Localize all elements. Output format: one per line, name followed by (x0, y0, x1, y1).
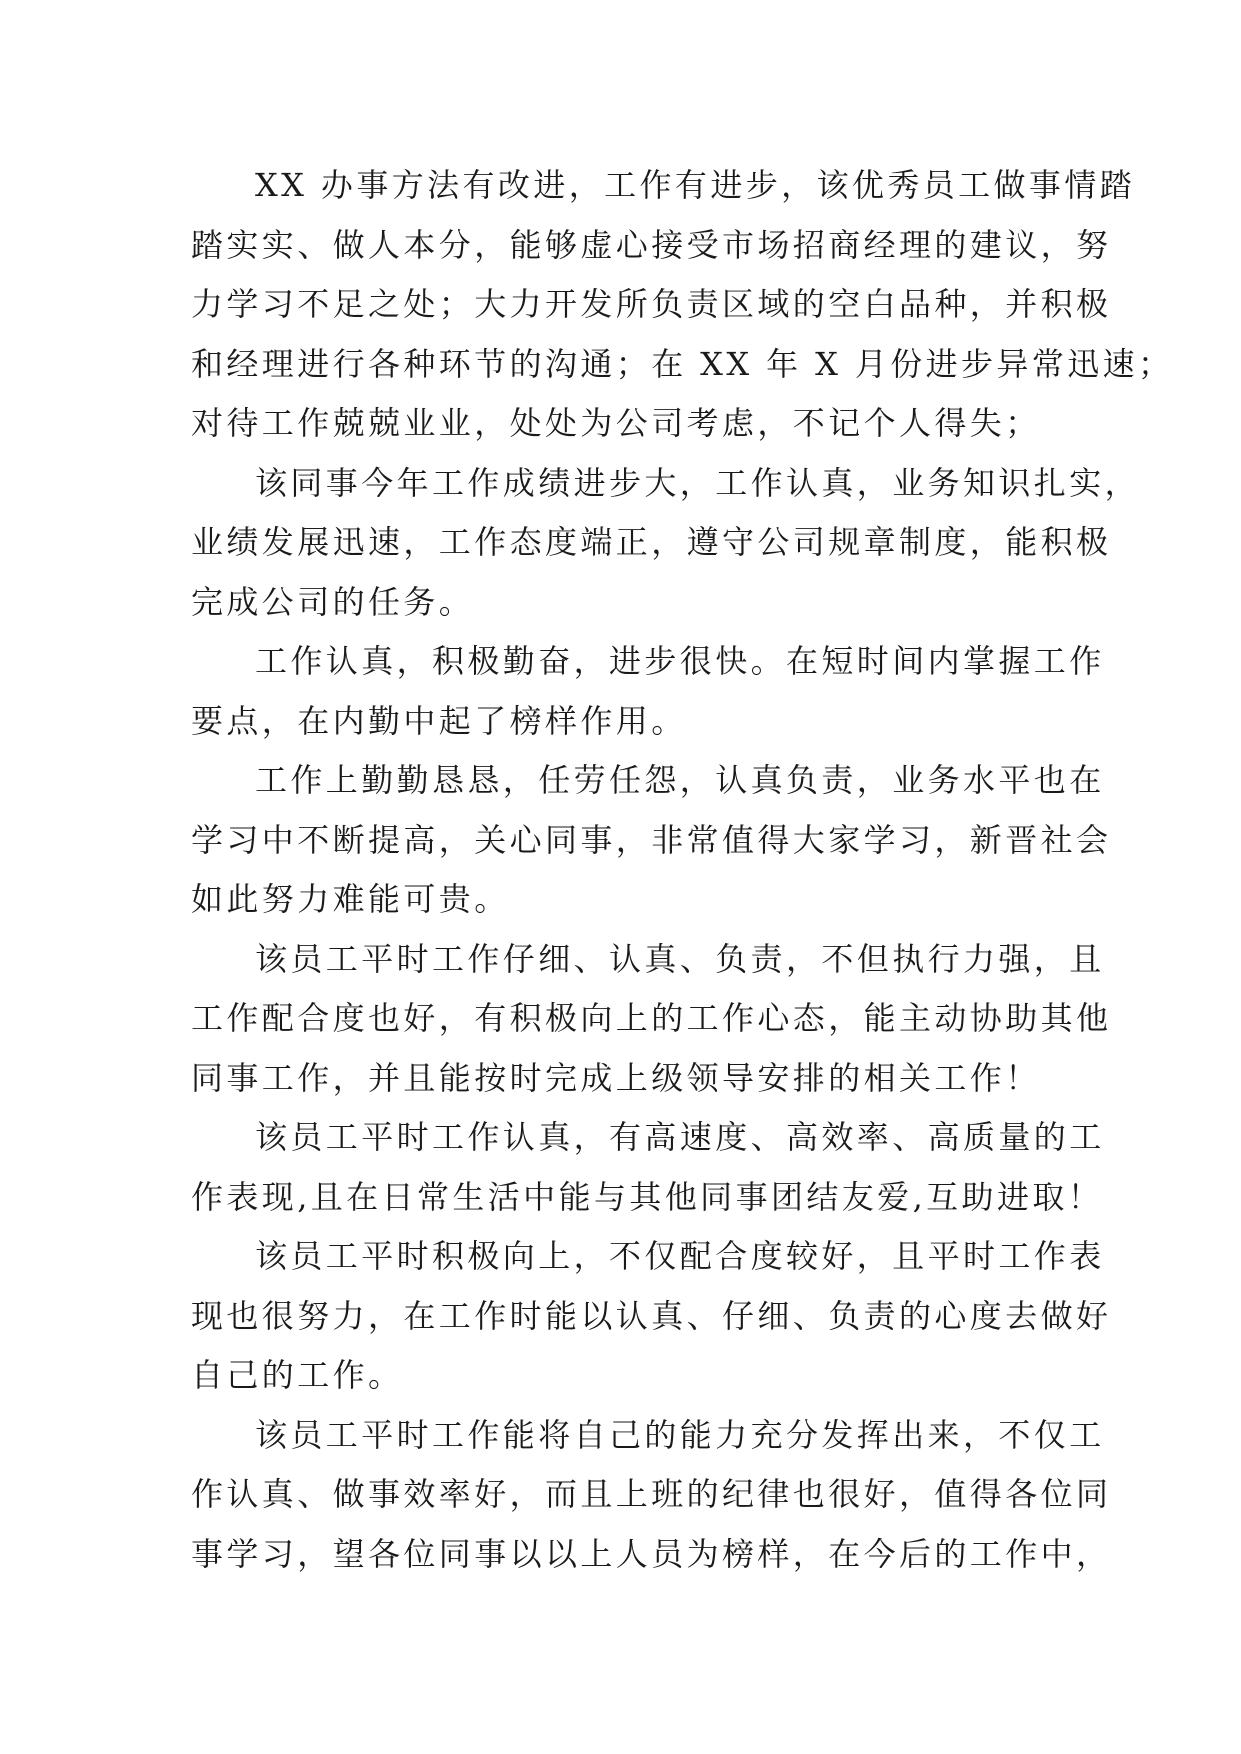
paragraph-line: 工作配合度也好，有积极向上的工作心态，能主动协助其他 (191, 999, 1112, 1037)
paragraph-line: 现也很努力，在工作时能以认真、仔细、负责的心度去做好 (191, 1296, 1112, 1335)
paragraph-line: 如此努力难能可贵。 (191, 880, 510, 918)
paragraph-line: 作表现,且在日常生活中能与其他同事团结友爱,互助进取！ (191, 1177, 1104, 1216)
paragraph-line: 力学习不足之处；大力开发所负责区域的空白品种，并积极 (191, 285, 1112, 323)
paragraph-line: 同事工作，并且能按时完成上级领导安排的相关工作！ (191, 1058, 1041, 1097)
paragraph-line: 要点，在内勤中起了榜样作用。 (191, 701, 687, 740)
paragraph-line: 该员工平时工作认真，有高速度、高效率、高质量的工 (255, 1118, 1105, 1156)
paragraph-line: 作认真、做事效率好，而且上班的纪律也很好，值得各位同 (191, 1475, 1112, 1513)
paragraph-line: 该员工平时工作能将自己的能力充分发挥出来，不仅工 (255, 1415, 1105, 1454)
paragraph-line: 该员工平时工作仔细、认真、负责，不但执行力强，且 (255, 939, 1105, 978)
paragraph-line: 业绩发展迅速，工作态度端正，遵守公司规章制度，能积极 (191, 523, 1112, 561)
document-body (191, 156, 1174, 1584)
paragraph-line: 自己的工作。 (191, 1356, 404, 1394)
paragraph-line: 学习中不断提高，关心同事，非常值得大家学习，新晋社会 (191, 820, 1112, 859)
paragraph-line: 工作上勤勤恳恳，任劳任怨，认真负责，业务水平也在 (255, 761, 1105, 799)
paragraph-line: 事学习，望各位同事以以上人员为榜样，在今后的工作中， (191, 1534, 1112, 1573)
paragraph-line: 对待工作兢兢业业，处处为公司考虑，不记个人得失； (191, 404, 1041, 442)
paragraph-line: 该员工平时积极向上，不仅配合度较好，且平时工作表 (255, 1237, 1105, 1275)
paragraph-line: 该同事今年工作成绩进步大，工作认真，业务知识扎实， (255, 463, 1141, 502)
paragraph-line: 完成公司的任务。 (191, 582, 475, 621)
paragraph-line: 踏实实、做人本分，能够虚心接受市场招商经理的建议，努 (191, 225, 1112, 264)
paragraph-line: 工作认真，积极勤奋，进步很快。在短时间内掌握工作 (255, 642, 1105, 680)
paragraph-line: XX 办事方法有改进，工作有进步，该优秀员工做事情踏 (255, 166, 1136, 204)
paragraph-line: 和经理进行各种环节的沟通；在 XX 年 X 月份进步异常迅速； (191, 344, 1174, 383)
